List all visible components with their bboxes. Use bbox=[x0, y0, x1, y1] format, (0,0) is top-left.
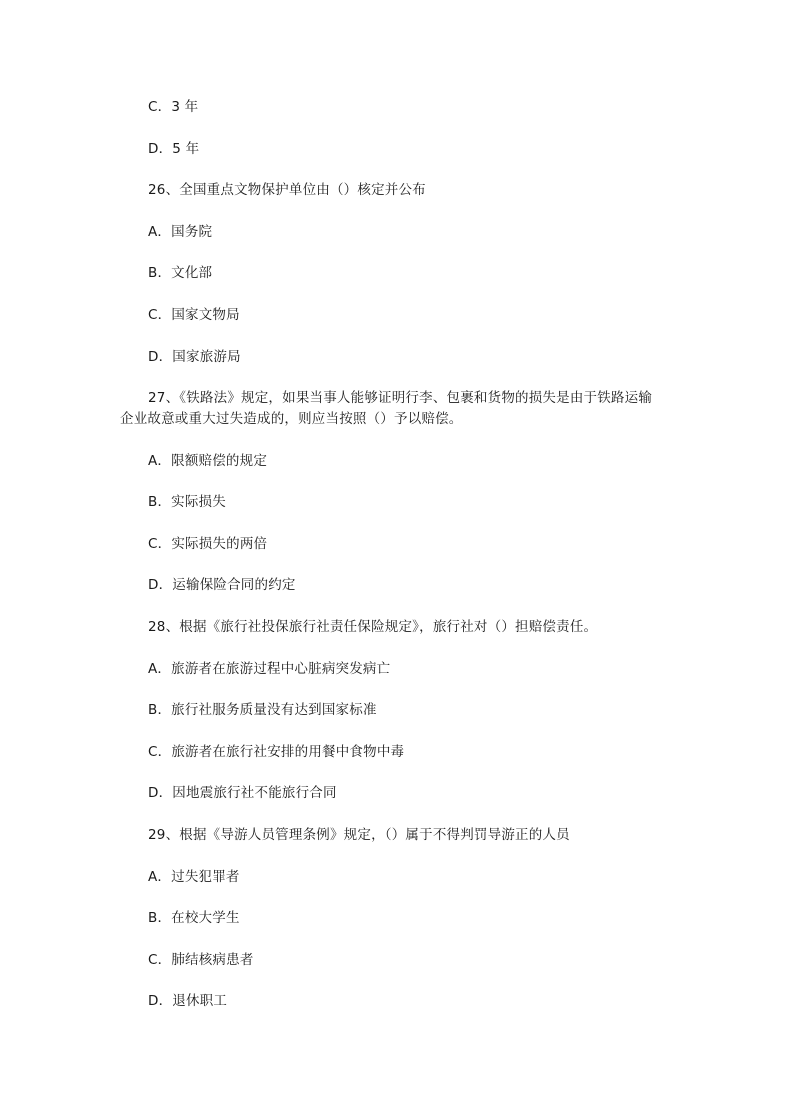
option-d-q25: D．5 年 bbox=[148, 141, 200, 157]
option-c-q26: C．国家文物局 bbox=[148, 307, 240, 323]
question-27-line1: 27、《铁路法》规定，如果当事人能够证明行李、包裹和货物的损失是由于铁路运输 bbox=[148, 390, 653, 406]
option-a-q27: A．限额赔偿的规定 bbox=[148, 453, 268, 469]
question-27-line2: 企业故意或重大过失造成的，则应当按照（）予以赔偿。 bbox=[120, 411, 463, 427]
option-d-q29: D．退休职工 bbox=[148, 993, 228, 1009]
question-29: 29、根据《导游人员管理条例》规定，（）属于不得判罚导游正的人员 bbox=[148, 827, 570, 843]
option-b-q26: B．文化部 bbox=[148, 265, 213, 281]
question-26: 26、全国重点文物保护单位由（）核定并公布 bbox=[148, 182, 426, 198]
option-d-q28: D．因地震旅行社不能旅行合同 bbox=[148, 785, 337, 801]
option-c-q29: C．肺结核病患者 bbox=[148, 952, 254, 968]
option-c-q27: C．实际损失的两倍 bbox=[148, 536, 268, 552]
option-b-q27: B．实际损失 bbox=[148, 494, 226, 510]
option-c-q28: C．旅游者在旅行社安排的用餐中食物中毒 bbox=[148, 744, 405, 760]
option-b-q29: B．在校大学生 bbox=[148, 910, 240, 926]
option-d-q27: D．运输保险合同的约定 bbox=[148, 577, 296, 593]
option-a-q26: A．国务院 bbox=[148, 224, 213, 240]
option-a-q28: A．旅游者在旅游过程中心脏病突发病亡 bbox=[148, 661, 391, 677]
question-28: 28、根据《旅行社投保旅行社责任保险规定》，旅行社对（）担赔偿责任。 bbox=[148, 619, 598, 635]
option-c-q25: C．3 年 bbox=[148, 99, 199, 115]
option-a-q29: A．过失犯罪者 bbox=[148, 869, 240, 885]
option-b-q28: B．旅行社服务质量没有达到国家标准 bbox=[148, 702, 377, 718]
option-d-q26: D．国家旅游局 bbox=[148, 349, 241, 365]
